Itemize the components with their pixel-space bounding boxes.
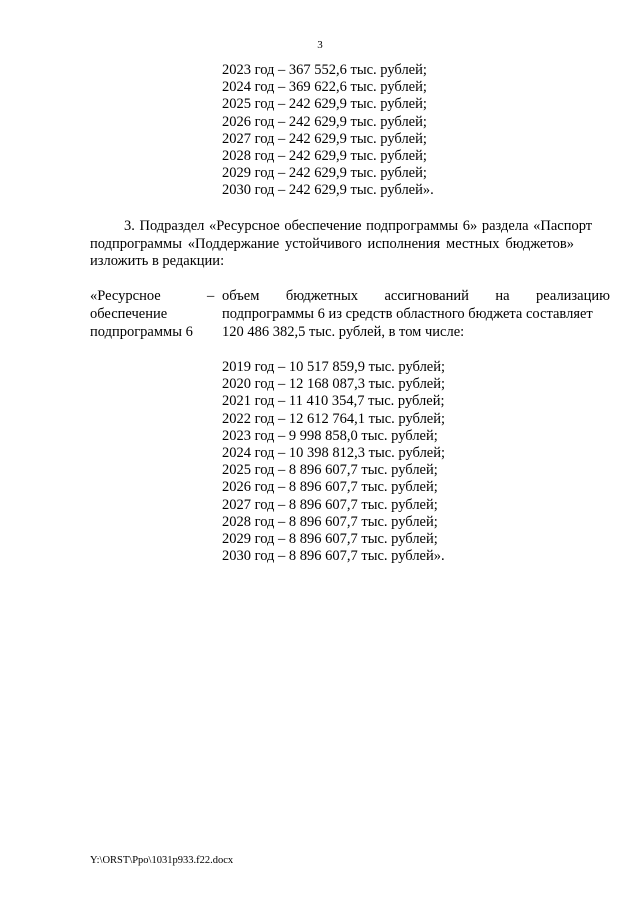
resource-description [222,287,610,341]
label-line-2: обеспечение [90,306,168,322]
paragraph-line-1: 3. Подраздел «Ресурсное обеспечение подпрограммы 6» раздела «Паспорт [124,218,593,234]
description-word: бюджетных [285,288,359,304]
list-item: 2029 год – 242 629,9 тыс. рублей; [222,165,427,182]
list-item: 2028 год – 8 896 607,7 тыс. рублей; [222,513,438,530]
description-word: объем [222,288,260,304]
description-line-1 [222,287,610,305]
list-item: 2019 год – 10 517 859,9 тыс. рублей; [222,359,446,375]
list-item: 2026 год – 242 629,9 тыс. рублей; [222,113,427,130]
list-item: 2020 год – 12 168 087,3 тыс. рублей; [222,376,446,393]
label-line-3: подпрограммы 6 [90,324,193,340]
list-item: 2022 год – 12 612 764,1 тыс. рублей; [222,410,446,427]
list-item: 2028 год – 242 629,9 тыс. рублей; [222,148,427,165]
label-line-1: «Ресурсное [90,288,161,304]
list-item: 2025 год – 8 896 607,7 тыс. рублей; [222,462,438,479]
list-item: 2027 год – 242 629,9 тыс. рублей; [222,130,427,147]
list-item: 2024 год – 369 622,6 тыс. рублей; [222,79,427,96]
list-item: 2027 год – 8 896 607,7 тыс. рублей; [222,496,438,513]
label-dash: – [207,288,215,304]
list-item: 2029 год – 8 896 607,7 тыс. рублей; [222,531,438,548]
list-item: 2025 год – 242 629,9 тыс. рублей; [222,96,427,113]
list-item: 2023 год – 9 998 858,0 тыс. рублей; [222,427,438,444]
list-item: 2026 год – 8 896 607,7 тыс. рублей; [222,479,438,496]
file-path-footer: Y:\ORST\Ppo\1031p933.f22.docx [90,855,234,866]
bottom-funding-list [222,359,602,565]
resource-label [90,287,220,341]
paragraph-line-3: изложить в редакции: [90,253,225,269]
list-item: 2030 год – 8 896 607,7 тыс. рублей». [222,548,445,565]
list-item: 2030 год – 242 629,9 тыс. рублей». [222,182,434,199]
section-3-paragraph [90,218,610,271]
paragraph-line-2: подпрограммы «Поддержание устойчивого исполнения местных бюджетов» [90,235,574,252]
top-funding-list [222,62,602,200]
description-word: реализацию [536,288,610,304]
list-item: 2021 год – 11 410 354,7 тыс. рублей; [222,393,445,410]
list-item: 2023 год – 367 552,6 тыс. рублей; [222,62,427,78]
description-word: на [495,288,510,304]
description-line-3: 120 486 382,5 тыс. рублей, в том числе: [222,324,465,340]
description-word: ассигнований [384,288,469,304]
list-item: 2024 год – 10 398 812,3 тыс. рублей; [222,445,446,462]
description-line-2: подпрограммы 6 из средств областного бюджета составляет [222,306,593,322]
page-number: 3 [317,39,323,51]
